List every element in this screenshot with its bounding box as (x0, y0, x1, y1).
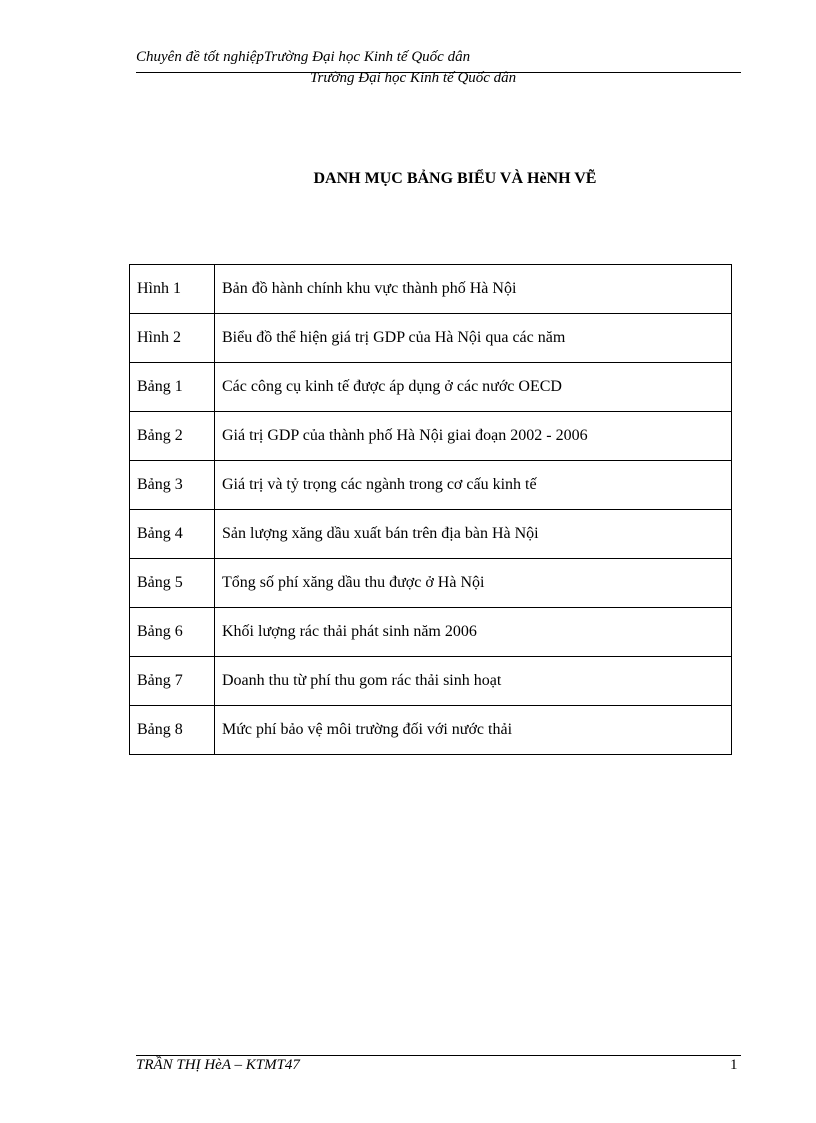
item-description: Tổng số phí xăng dầu thu được ở Hà Nội (215, 559, 732, 608)
header-title: Chuyên đề tốt nghiệpTrường Đại học Kinh tế Quốc dân (136, 49, 471, 65)
footer-divider (136, 1055, 741, 1056)
table-row (130, 706, 732, 755)
table-row (130, 412, 732, 461)
table-row (130, 657, 732, 706)
item-description: Giá trị GDP của thành phố Hà Nội giai đoạn 2002 - 2006 (215, 412, 732, 461)
item-label: Bảng 7 (130, 657, 215, 706)
item-description: Giá trị và tỷ trọng các ngành trong cơ cấu kinh tế (215, 461, 732, 510)
item-description: Sản lượng xăng dầu xuất bán trên địa bàn Hà Nội (215, 510, 732, 559)
table-row (130, 314, 732, 363)
item-description: Biểu đồ thể hiện giá trị GDP của Hà Nội qua các năm (215, 314, 732, 363)
table-row (130, 265, 732, 314)
item-label: Bảng 3 (130, 461, 215, 510)
item-label: Hình 1 (130, 265, 215, 314)
item-description: Khối lượng rác thải phát sinh năm 2006 (215, 608, 732, 657)
item-label: Bảng 8 (130, 706, 215, 755)
item-label: Bảng 4 (130, 510, 215, 559)
item-description: Doanh thu từ phí thu gom rác thải sinh hoạt (215, 657, 732, 706)
table-row (130, 461, 732, 510)
figure-table-list (129, 264, 732, 755)
item-label: Bảng 1 (130, 363, 215, 412)
table-row (130, 510, 732, 559)
table-row (130, 559, 732, 608)
item-label: Bảng 6 (130, 608, 215, 657)
item-description: Bản đồ hành chính khu vực thành phố Hà Nội (215, 265, 732, 314)
item-label: Bảng 2 (130, 412, 215, 461)
page-number: 1 (730, 1057, 738, 1073)
item-label: Bảng 5 (130, 559, 215, 608)
item-description: Các công cụ kinh tế được áp dụng ở các nước OECD (215, 363, 732, 412)
item-label: Hình 2 (130, 314, 215, 363)
footer-author: TRẦN THỊ HèA – KTMT47 (136, 1057, 300, 1073)
table-row (130, 608, 732, 657)
header-subtitle: Trường Đại học Kinh tế Quốc dân (310, 70, 517, 86)
table-row (130, 363, 732, 412)
item-description: Mức phí bảo vệ môi trường đối với nước thải (215, 706, 732, 755)
page-title: DANH MỤC BẢNG BIỂU VÀ HèNH VẼ (313, 170, 597, 187)
